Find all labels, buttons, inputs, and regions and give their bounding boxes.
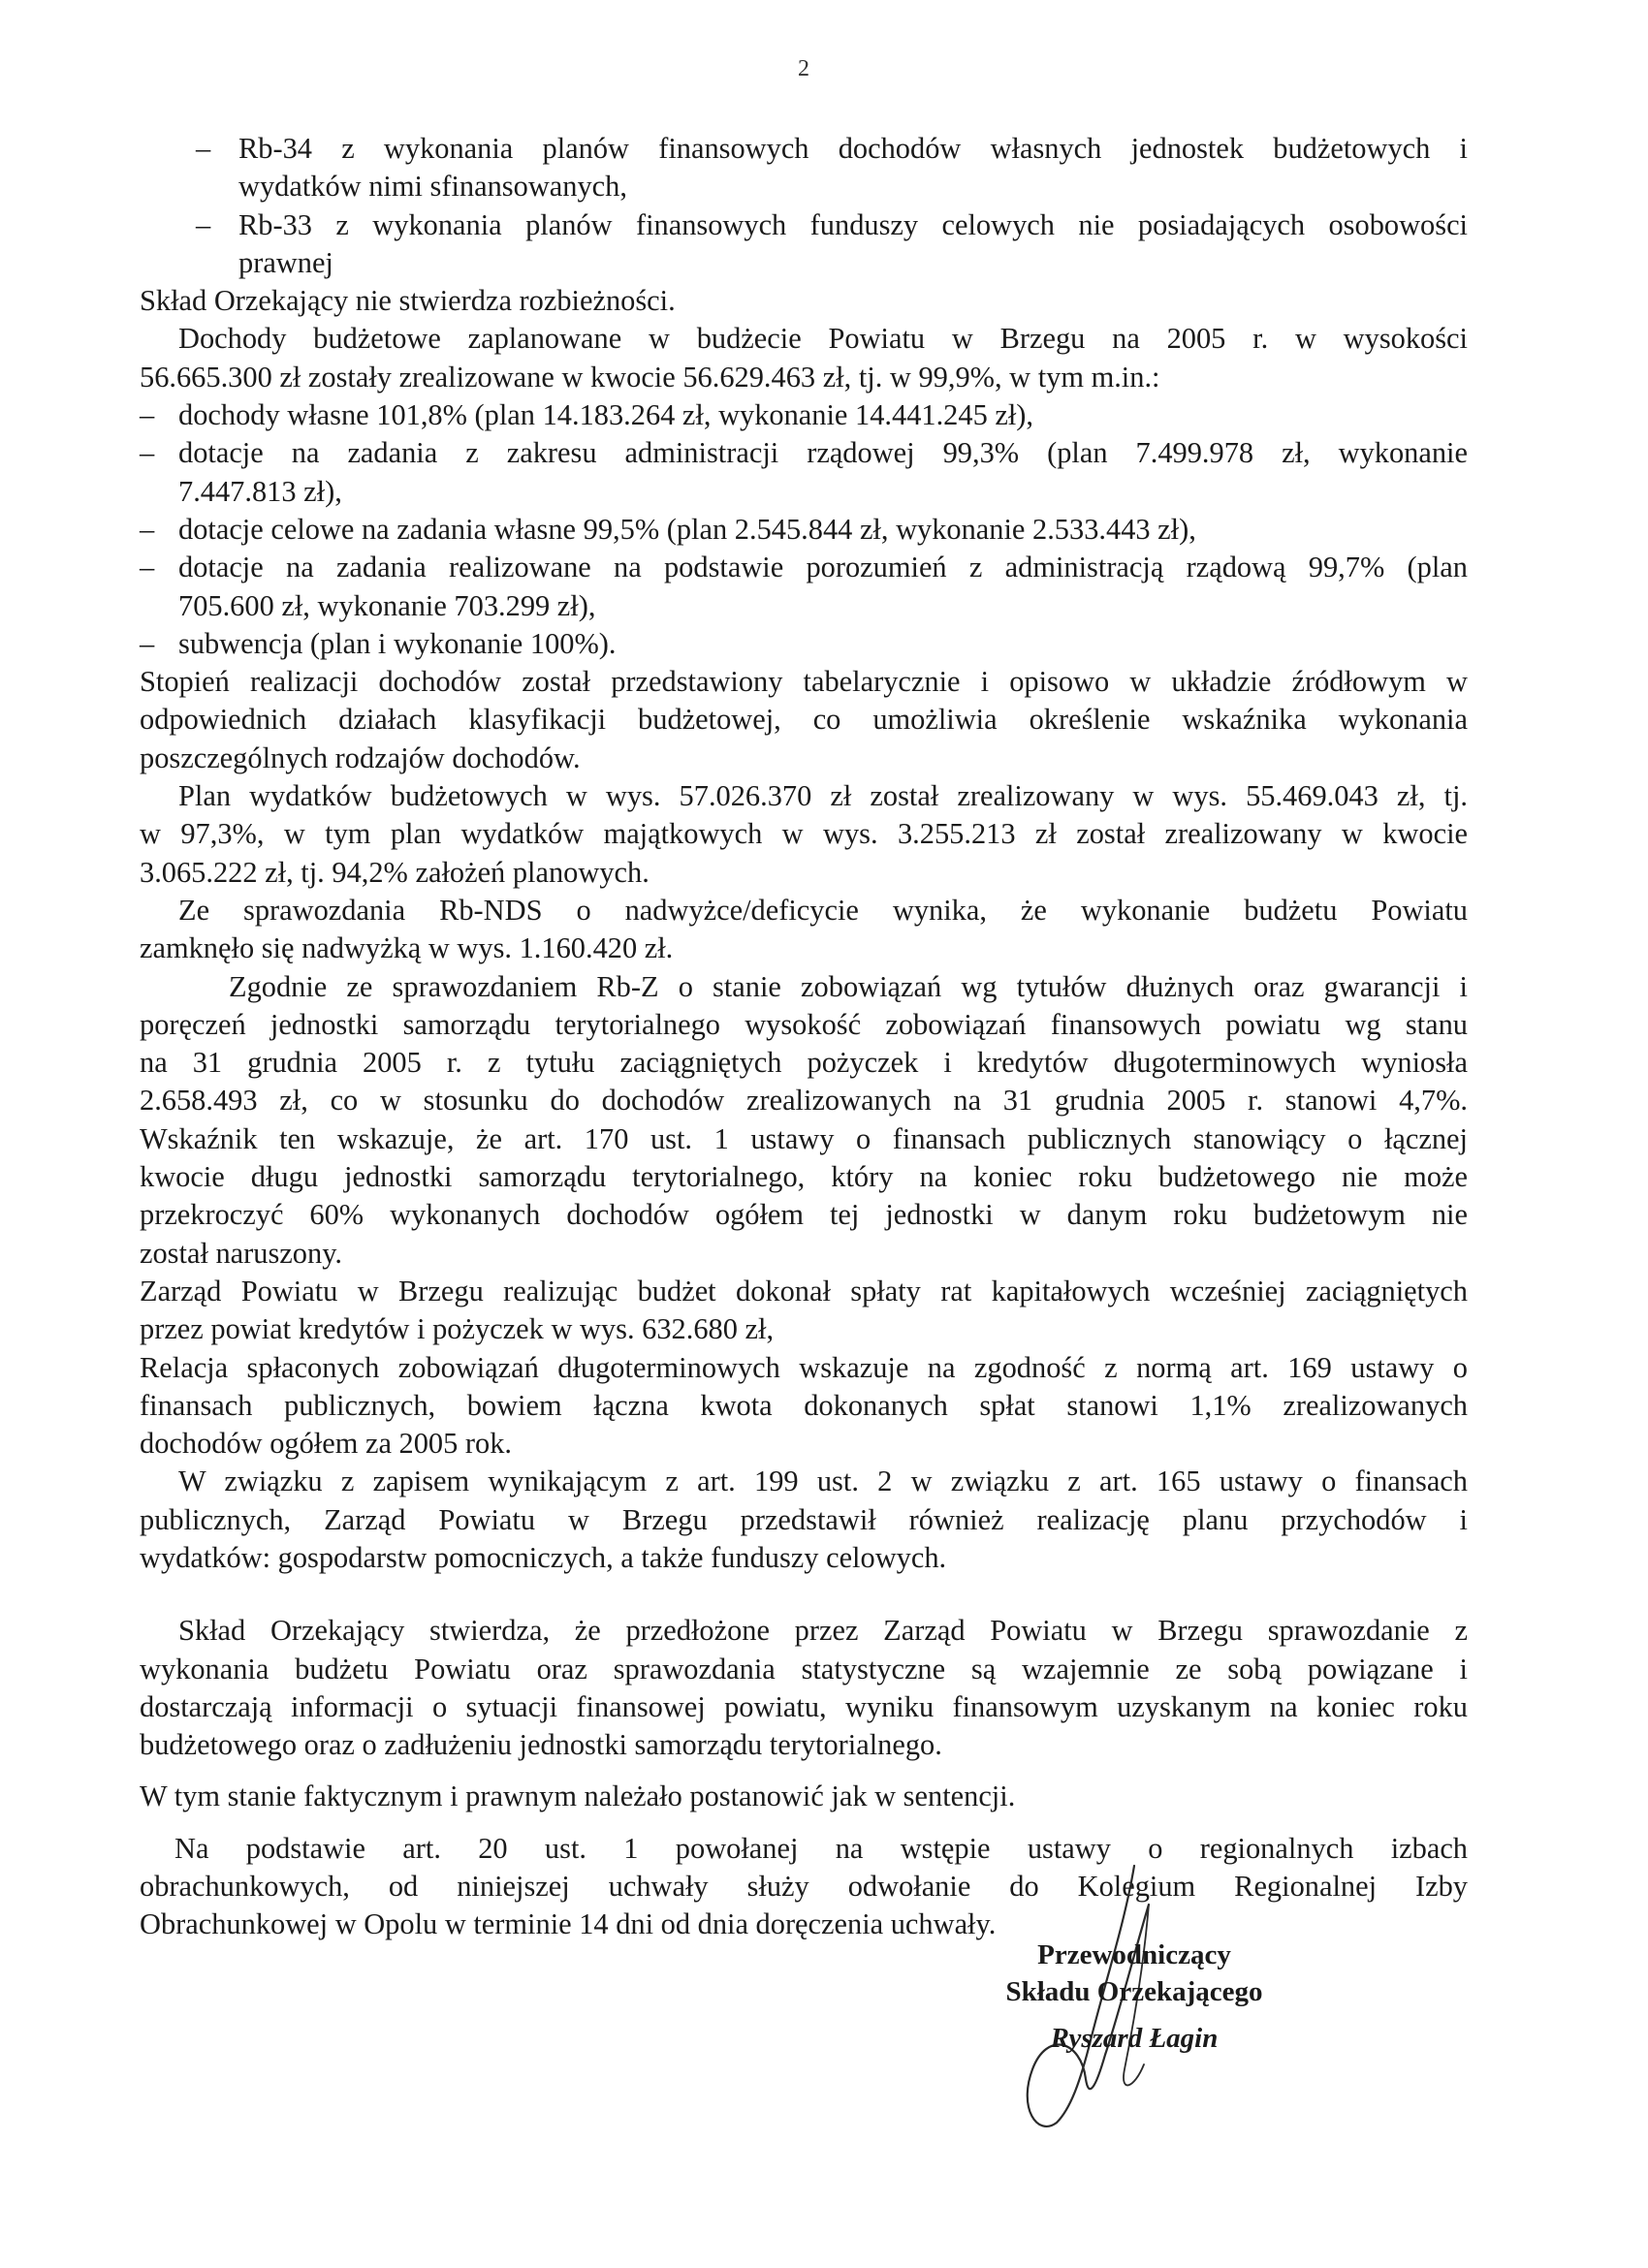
text-line: dochodów ogółem za 2005 rok.	[140, 1427, 513, 1461]
text-line: W tym stanie faktycznym i prawnym należało postanowić jak w sentencji.	[140, 1780, 1016, 1813]
text-line: budżetowego oraz o zadłużeniu jednostki samorządu terytorialnego.	[140, 1728, 942, 1762]
text-line: zamknęło się nadwyżką w wys. 1.160.420 zł.	[140, 931, 674, 965]
bullet-dash: –	[140, 551, 155, 584]
text-line: przekroczyć 60% wykonanych dochodów ogółem tej jednostki w danym roku budżetowym nie	[140, 1198, 1468, 1232]
text-line: 2.658.493 zł, co w stosunku do dochodów zrealizowanych na 31 grudnia 2005 r. stanowi 4,7%.	[140, 1084, 1468, 1118]
text-line: poszczególnych rodzajów dochodów.	[140, 740, 581, 774]
text-line: Stopień realizacji dochodów został przedstawiony tabelarycznie i opisowo w układzie źródłowym w	[140, 665, 1468, 699]
paragraph-gap	[140, 1764, 1468, 1778]
bullet-dash: –	[140, 436, 155, 470]
text-line: Skład Orzekający nie stwierdza rozbieżności.	[140, 284, 676, 318]
signature-name: Ryszard Łagin	[1050, 2023, 1219, 2054]
text-line: Obrachunkowej w Opolu w terminie 14 dni od dnia doręczenia uchwały.	[140, 1907, 997, 1941]
text-line: finansach publicznych, bowiem łączna kwota dokonanych spłat stanowi 1,1% zrealizowanych	[140, 1388, 1468, 1422]
bullet-rb34	[140, 130, 1468, 168]
text-line: Zgodnie ze sprawozdaniem Rb-Z o stanie zobowiązań wg tytułów dłużnych oraz gwarancji i	[229, 969, 1468, 1003]
text-line: Ze sprawozdania Rb-NDS o nadwyżce/deficycie wynika, że wykonanie budżetu Powiatu	[178, 893, 1468, 927]
text-line: dotacje na zadania realizowane na podstawie porozumień z administracją rządową 99,7% (plan	[178, 551, 1468, 584]
bullet-dotacje-rzadowe	[140, 434, 1468, 472]
text-line: dostarczają informacji o sytuacji finansowej powiatu, wyniku finansowym uzyskanym na koniec roku	[140, 1689, 1468, 1723]
text-line: dochody własne 101,8% (plan 14.183.264 zł, wykonanie 14.441.245 zł),	[178, 398, 1034, 432]
text-line: 3.065.222 zł, tj. 94,2% założeń planowych.	[140, 855, 650, 889]
text-line: subwencja (plan i wykonanie 100%).	[178, 626, 617, 660]
text-line: Skład Orzekający stwierdza, że przedłożone przez Zarząd Powiatu w Brzegu sprawozdanie z	[178, 1614, 1468, 1648]
signature-title: Przewodniczący	[1037, 1939, 1231, 1970]
bullet-dash: –	[196, 132, 211, 165]
text-line: w 97,3%, w tym plan wydatków majątkowych w wys. 3.255.213 zł został zrealizowany w kwocie	[140, 817, 1468, 851]
text-line: został naruszony.	[140, 1236, 343, 1270]
text-line: W związku z zapisem wynikającym z art. 199 ust. 2 w związku z art. 165 ustawy o finansach	[178, 1465, 1468, 1498]
page-number: 2	[798, 56, 809, 81]
text-line: publicznych, Zarząd Powiatu w Brzegu przedstawił również realizację planu przychodów i	[140, 1502, 1468, 1536]
text-line: Relacja spłaconych zobowiązań długoterminowych wskazuje na zgodność z normą art. 169 ustawy o	[140, 1350, 1468, 1384]
text-line: odpowiednich działach klasyfikacji budżetowej, co umożliwia określenie wskaźnika wykonania	[140, 703, 1468, 737]
text-line: Wskaźnik ten wskazuje, że art. 170 ust. 1 ustawy o finansach publicznych stanowiący o łącznej	[140, 1121, 1468, 1155]
text-line: Zarząd Powiatu w Brzegu realizując budżet dokonał spłaty rat kapitałowych wcześniej zaciągniętych	[140, 1274, 1468, 1307]
text-line: Na podstawie art. 20 ust. 1 powołanej na wstępie ustawy o regionalnych izbach	[174, 1831, 1468, 1865]
bullet-dash: –	[196, 207, 211, 241]
bullet-dochody-wlasne	[140, 396, 1468, 434]
signature-subtitle: Składu Orzekającego	[1005, 1976, 1263, 2007]
text-line: obrachunkowych, od niniejszej uchwały służy odwołanie do Kolegium Regionalnej Izby	[140, 1870, 1468, 1904]
text-line: przez powiat kredytów i pożyczek w wys. 632.680 zł,	[140, 1312, 775, 1346]
bullet-dash: –	[140, 626, 155, 660]
bullet-dash: –	[140, 512, 155, 546]
bullet-dotacje-celowe	[140, 511, 1468, 549]
text-line: poręczeń jednostki samorządu terytorialnego wysokość zobowiązań finansowych powiatu wg stanu	[140, 1007, 1468, 1041]
signature-block	[921, 1937, 1347, 2057]
text-line: Plan wydatków budżetowych w wys. 57.026.370 zł został zrealizowany w wys. 55.469.043 zł, tj.	[178, 779, 1468, 813]
bullet-subwencja	[140, 625, 1468, 663]
text-line: wydatków nimi sfinansowanych,	[238, 170, 627, 204]
bullet-dash: –	[140, 398, 155, 432]
bullet-rb33	[140, 206, 1468, 244]
text-line: wydatków: gospodarstw pomocniczych, a także funduszy celowych.	[140, 1540, 947, 1574]
text-line: 705.600 zł, wykonanie 703.299 zł),	[178, 588, 596, 622]
text-line: Rb-33 z wykonania planów finansowych funduszy celowych nie posiadających osobowości	[238, 207, 1468, 241]
paragraph-gap	[140, 1816, 1468, 1830]
document-body	[140, 130, 1468, 1944]
text-line: Dochody budżetowe zaplanowane w budżecie Powiatu w Brzegu na 2005 r. w wysokości	[178, 322, 1468, 356]
text-line: kwocie długu jednostki samorządu terytorialnego, który na koniec roku budżetowego nie może	[140, 1160, 1468, 1194]
text-line: wykonania budżetu Powiatu oraz sprawozdania statystyczne są wzajemnie ze sobą powiązane i	[140, 1652, 1468, 1685]
text-line: dotacje celowe na zadania własne 99,5% (plan 2.545.844 zł, wykonanie 2.533.443 zł),	[178, 512, 1196, 546]
paragraph-gap	[140, 1577, 1468, 1612]
text-line: na 31 grudnia 2005 r. z tytułu zaciągniętych pożyczek i kredytów długoterminowych wyniosła	[140, 1046, 1468, 1080]
text-line: dotacje na zadania z zakresu administracji rządowej 99,3% (plan 7.499.978 zł, wykonanie	[178, 436, 1468, 470]
bullet-dotacje-porozumienia	[140, 549, 1468, 586]
text-line: 7.447.813 zł),	[178, 474, 342, 508]
text-line: 56.665.300 zł zostały zrealizowane w kwocie 56.629.463 zł, tj. w 99,9%, w tym m.in.:	[140, 360, 1160, 394]
text-line: Rb-34 z wykonania planów finansowych dochodów własnych jednostek budżetowych i	[238, 132, 1468, 165]
text-line: prawnej	[238, 245, 333, 279]
